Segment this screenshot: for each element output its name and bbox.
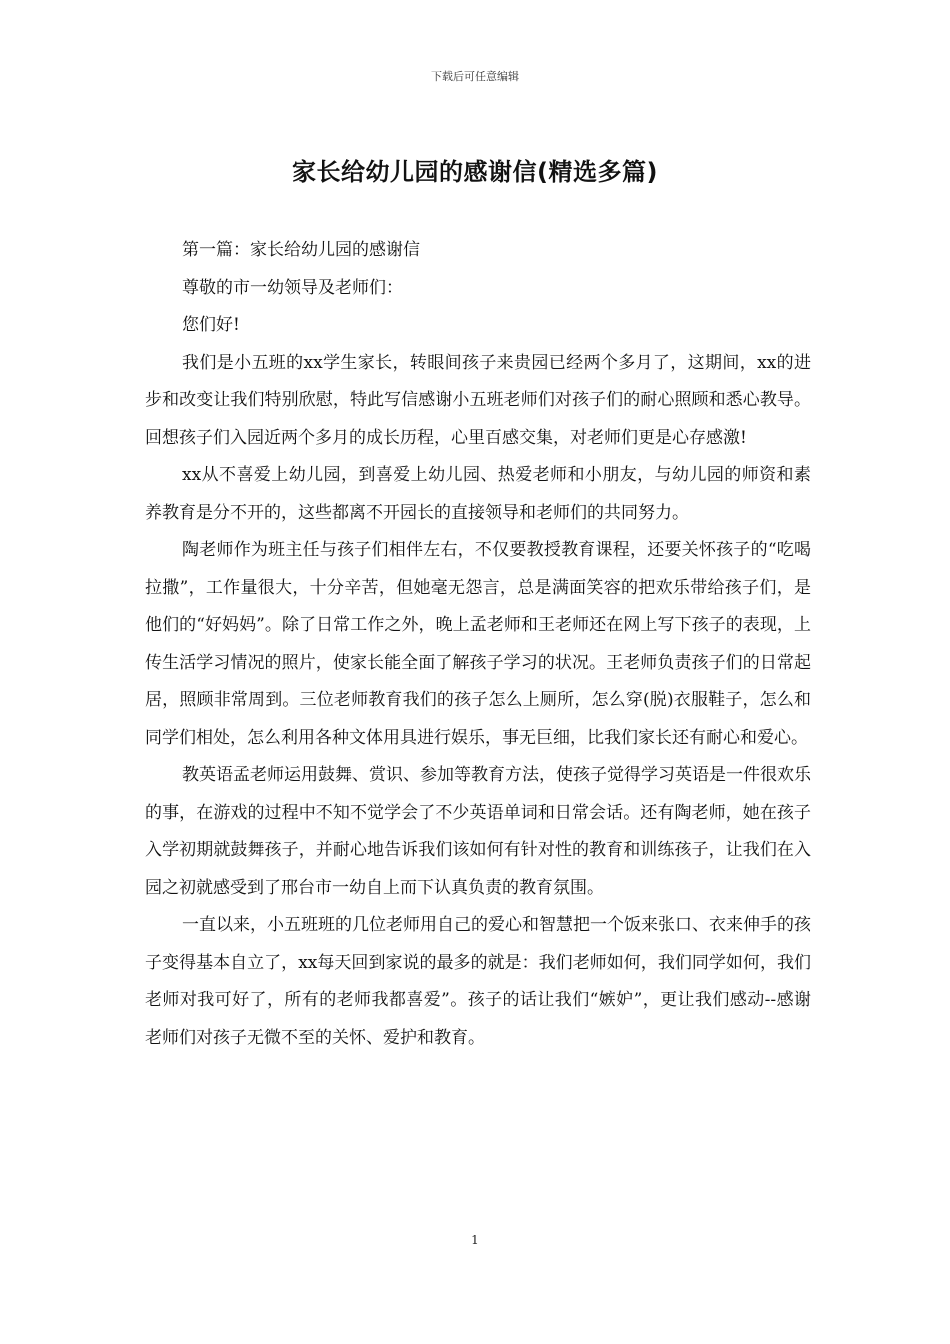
letter-body <box>145 232 811 1057</box>
document-title: 家长给幼儿园的感谢信(精选多篇) <box>292 158 658 186</box>
body-paragraph: xx从不喜爱上幼儿园，到喜爱上幼儿园、热爱老师和小朋友，与幼儿园的师资和素养教育是分不开的，这些都离不开园长的直接领导和老师们的共同努力。 <box>145 465 811 523</box>
body-paragraph: 陶老师作为班主任与孩子们相伴左右，不仅要教授教育课程，还要关怀孩子的“吃喝拉撒”，工作量很大，十分辛苦，但她毫无怨言，总是满面笑容的把欢乐带给孩子们，是他们的“好妈妈”。除了日常工作之外，晚上孟老师和王老师还在网上写下孩子的表现，上传生活学习情况的照片，使家长能全面了解孩子学习的状况。王老师负责孩子们的日常起居，照顾非常周到。三位老师教育我们的孩子怎么上厕所，怎么穿(脱)衣服鞋子，怎么和同学们相处，怎么利用各种文体用具进行娱乐，事无巨细，比我们家长还有耐心和爱心。 <box>145 540 811 748</box>
page-number: 1 <box>471 1233 479 1247</box>
greeting: 您们好! <box>182 315 240 335</box>
salutation: 尊敬的市一幼领导及老师们： <box>182 277 403 298</box>
body-paragraph: 一直以来，小五班班的几位老师用自己的爱心和智慧把一个饭来张口、衣来伸手的孩子变得基本自立了，xx每天回到家说的最多的就是：我们老师如何，我们同学如何，我们老师对我可好了，所有的老师我都喜爱”。孩子的话让我们“嫉妒”，更让我们感动--感谢老师们对孩子无微不至的关怀、爱护和教育。 <box>145 915 811 1048</box>
section-heading: 第一篇：家长给幼儿园的感谢信 <box>182 240 420 260</box>
page-header-note: 下载后可任意编辑 <box>431 70 519 83</box>
body-paragraph: 我们是小五班的xx学生家长，转眼间孩子来贵园已经两个多月了，这期间，xx的进步和改变让我们特别欣慰，特此写信感谢小五班老师们对孩子们的耐心照顾和悉心教导。回想孩子们入园近两个多月的成长历程，心里百感交集，对老师们更是心存感激! <box>145 352 811 448</box>
body-paragraph: 教英语孟老师运用鼓舞、赏识、参加等教育方法，使孩子觉得学习英语是一件很欢乐的事，在游戏的过程中不知不觉学会了不少英语单词和日常会话。还有陶老师，她在孩子入学初期就鼓舞孩子，并耐心地告诉我们该如何有针对性的教育和训练孩子，让我们在入园之初就感受到了邢台市一幼自上而下认真负责的教育氛围。 <box>145 765 811 898</box>
